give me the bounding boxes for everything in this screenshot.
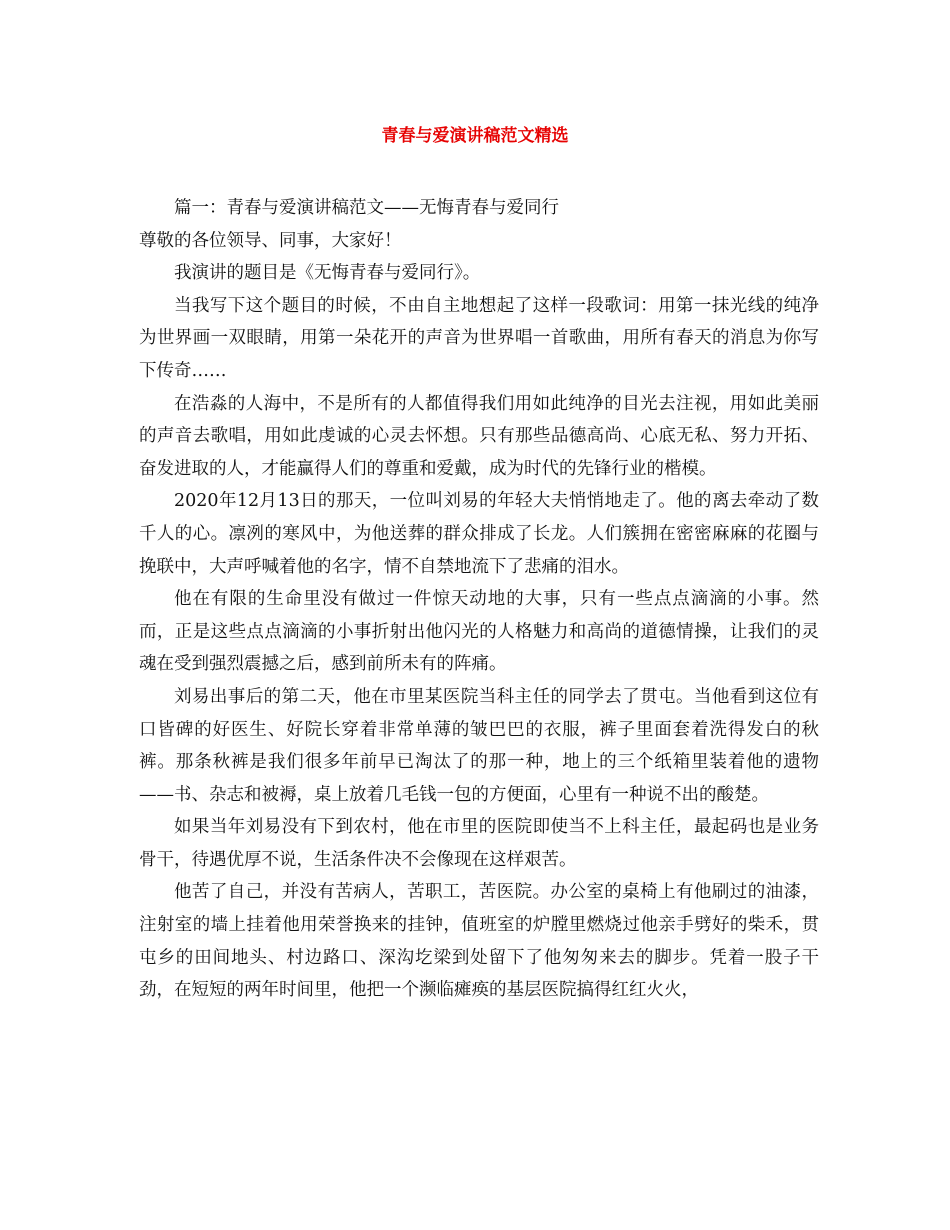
paragraph: 如果当年刘易没有下到农村，他在市里的医院即使当不上科主任，最起码也是业务骨干，待遇优厚不说，生活条件决不会像现在这样艰苦。 — [139, 817, 819, 870]
paragraph: 刘易出事后的第二天，他在市里某医院当科主任的同学去了贯屯。当他看到这位有口皆碑的好医生、好院长穿着非常单薄的皱巴巴的衣服，裤子里面套着洗得发白的秋裤。那条秋裤是我们很多年前早已淘汰了的那一种，地上的三个纸箱里装着他的遗物——书、杂志和被褥，桌上放着几毛钱一包的方便面，心里有一种说不出的酸楚。 — [139, 686, 819, 805]
paragraph: 他在有限的生命里没有做过一件惊天动地的大事，只有一些点点滴滴的小事。然而，正是这些点点滴滴的小事折射出他闪光的人格魅力和高尚的道德情操，让我们的灵魂在受到强烈震撼之后，感到前所未有的阵痛。 — [139, 589, 819, 675]
salutation: 尊敬的各位领导、同事，大家好！ — [139, 230, 402, 251]
paragraph: 2020年12月13日的那天，一位叫刘易的年轻大夫悄悄地走了。他的离去牵动了数千人的心。凛冽的寒风中，为他送葬的群众排成了长龙。人们簇拥在密密麻麻的花圈与挽联中，大声呼喊着他的名字，情不自禁地流下了悲痛的泪水。 — [139, 491, 819, 577]
paragraph: 当我写下这个题目的时候，不由自主地想起了这样一段歌词：用第一抹光线的纯净为世界画一双眼睛，用第一朵花开的声音为世界唱一首歌曲，用所有春天的消息为你写下传奇…… — [139, 295, 819, 381]
paragraph: 在浩淼的人海中，不是所有的人都值得我们用如此纯净的目光去注视，用如此美丽的声音去歌唱，用如此虔诚的心灵去怀想。只有那些品德高尚、心底无私、努力开拓、奋发进取的人，才能赢得人们的尊重和爱戴，成为时代的先锋行业的楷模。 — [139, 393, 819, 479]
section-heading: 篇一：青春与爱演讲稿范文——无悔青春与爱同行 — [174, 198, 559, 218]
paragraph: 他苦了自己，并没有苦病人，苦职工，苦医院。办公室的桌椅上有他刷过的油漆，注射室的墙上挂着他用荣誉换来的挂钟，值班室的炉膛里燃烧过他亲手劈好的柴禾，贯屯乡的田间地头、村边路口、深沟圪梁到处留下了他匆匆来去的脚步。凭着一股子干劲，在短短的两年时间里，他把一个濒临瘫痪的基层医院搞得红红火火， — [139, 882, 819, 1001]
document-title: 青春与爱演讲稿范文精选 — [381, 126, 569, 146]
document-body — [139, 192, 819, 1007]
paragraph: 我演讲的题目是《无悔青春与爱同行》。 — [174, 263, 481, 284]
